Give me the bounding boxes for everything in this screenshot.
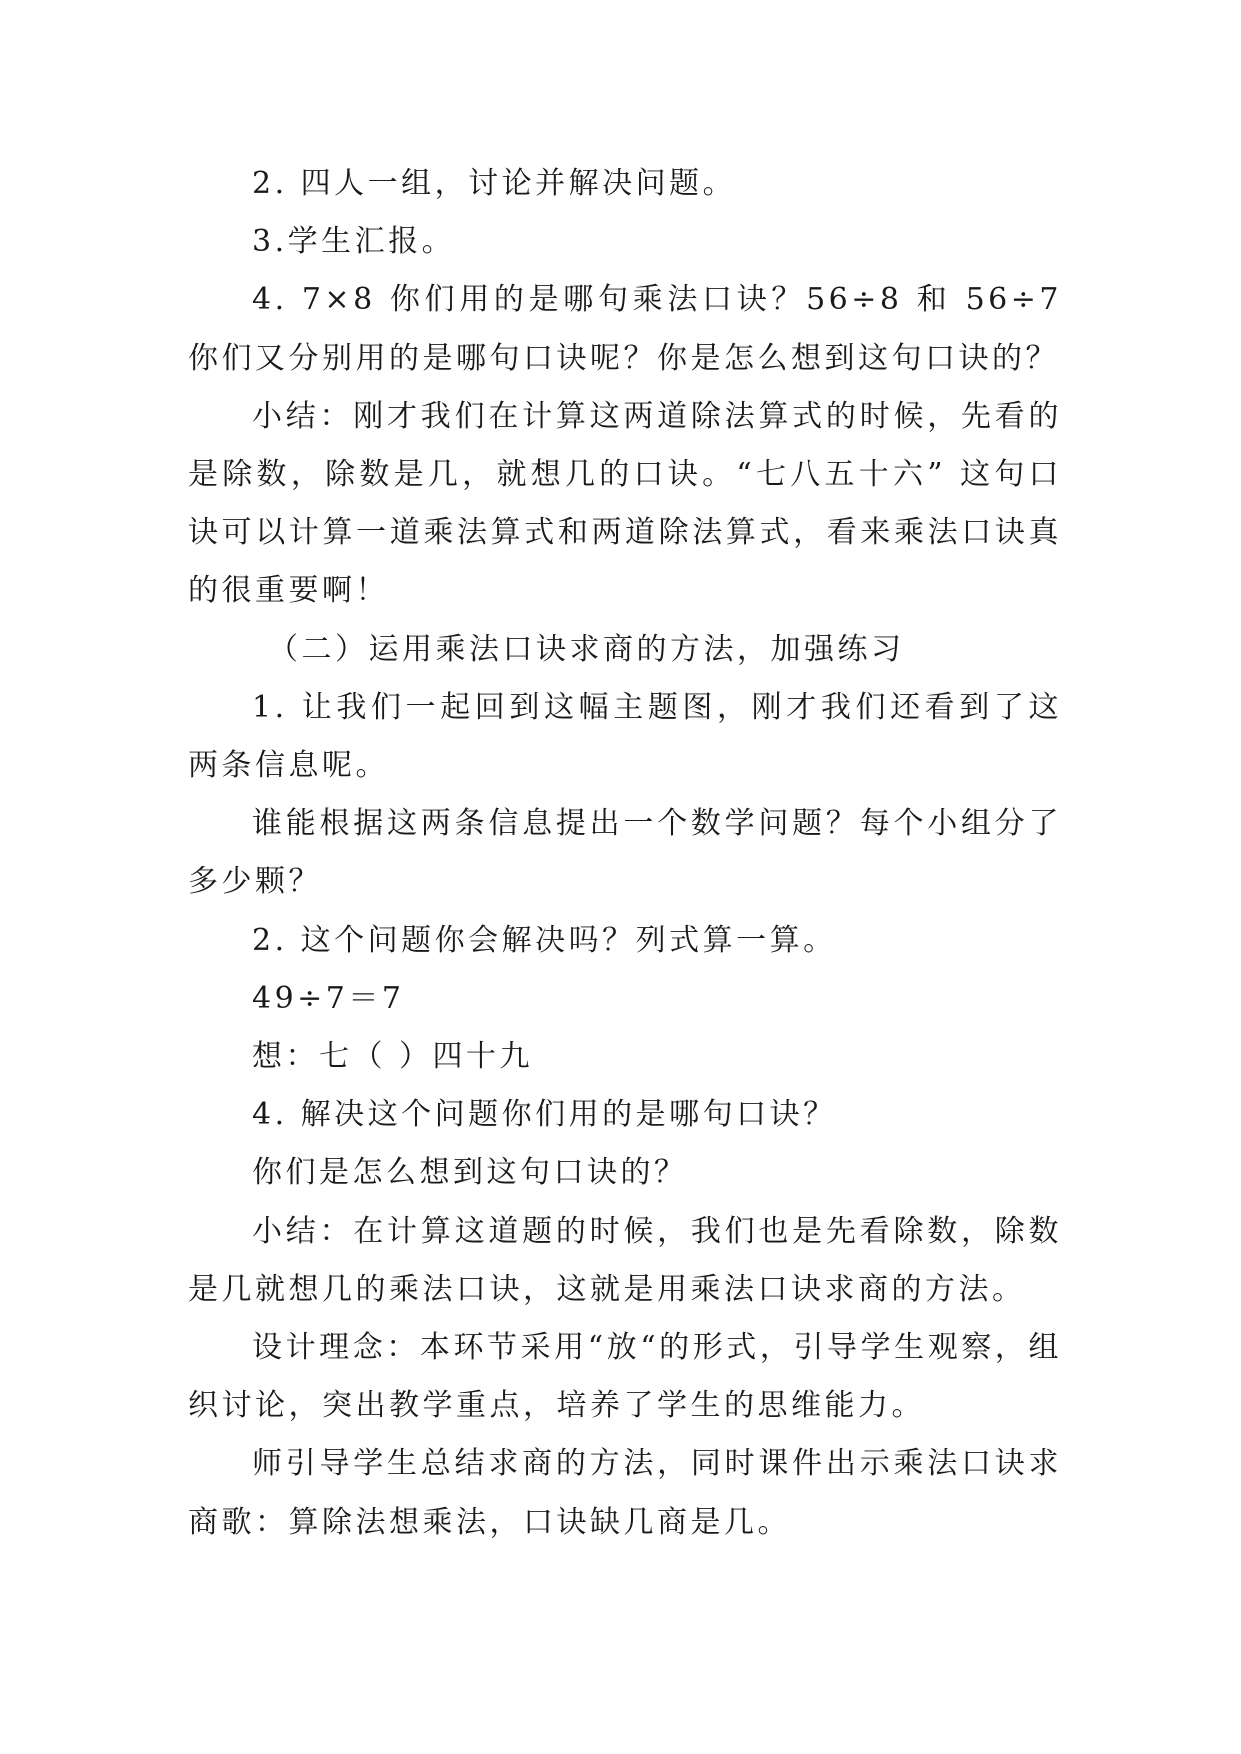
document-page [188,155,1062,1552]
question-prompt-paragraph: 谁能根据这两条信息提出一个数学问题？每个小组分了多少颗？ [188,806,1062,900]
think-line: 想：七（ ）四十九 [252,1039,534,1075]
followup-question-paragraph: 你们是怎么想到这句口诀的？ [252,1155,688,1191]
summary-paragraph-1: 小结：刚才我们在计算这两道除法算式的时候，先看的是除数，除数是几，就想几的口诀。“七八五十六” 这句口诀可以计算一道乘法算式和两道除法算式，看来乘法口诀真的很重要啊！ [188,398,1062,609]
step-4-question-paragraph: 4. 7×8 你们用的是哪句乘法口诀？56÷8 和 56÷7 你们又分别用的是哪句口诀呢？你是怎么想到这句口诀的？ [188,282,1062,376]
teacher-guidance-paragraph: 师引导学生总结求商的方法，同时课件出示乘法口诀求商歌：算除法想乘法，口诀缺几商是几。 [188,1446,1062,1540]
step-3-paragraph: 3.学生汇报。 [252,224,456,260]
step-2-paragraph: 2. 四人一组，讨论并解决问题。 [252,166,737,201]
practice-step-4-paragraph: 4. 解决这个问题你们用的是哪句口诀？ [252,1097,837,1133]
section-heading: （二）运用乘法口诀求商的方法，加强练习 [268,631,905,667]
practice-step-2-paragraph: 2. 这个问题你会解决吗？列式算一算。 [252,922,837,958]
practice-step-1-paragraph: 1. 让我们一起回到这幅主题图，刚才我们还看到了这两条信息呢。 [188,689,1062,784]
design-concept-paragraph: 设计理念：本环节采用“放“的形式，引导学生观察，组织讨论，突出教学重点，培养了学生的思维能力。 [188,1330,1062,1424]
summary-paragraph-2: 小结：在计算这道题的时候，我们也是先看除数，除数是几就想几的乘法口诀，这就是用乘法口诀求商的方法。 [188,1213,1062,1307]
equation-line: 49÷7＝7 [252,980,405,1016]
